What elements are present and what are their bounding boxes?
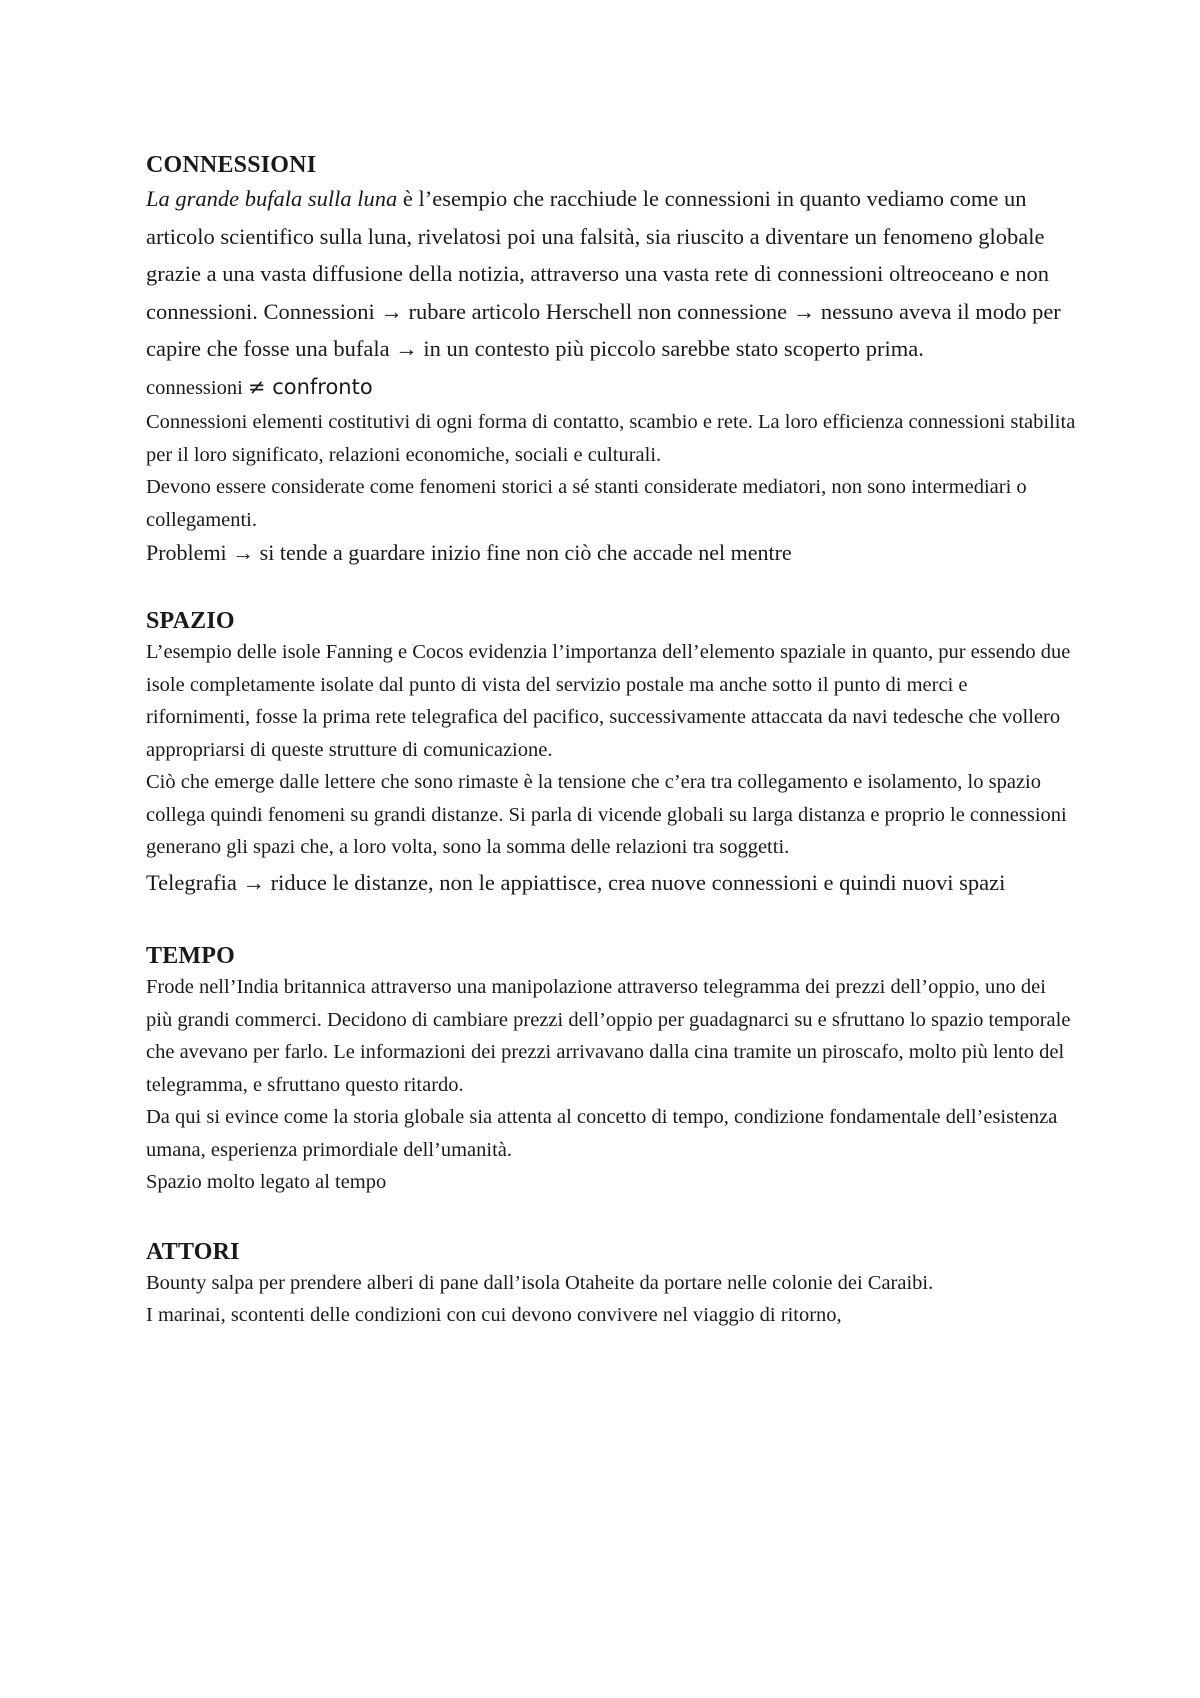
spazio-para2: Ciò che emerge dalle lettere che sono rimaste è la tensione che c’era tra collegamento e isolamento, lo spazio collega quindi fenomeni su grandi distanze. Si parla di vicende globali su larga distanza e proprio le connessioni generano gli spazi che, a loro volta, sono la somma delle relazioni tra soggetti. (146, 771, 1067, 858)
connessioni-intro (146, 180, 1076, 368)
tempo-para1: Frode nell’India britannica attraverso una manipolazione attraverso telegramma dei prezzi dell’oppio, uno dei più grandi commerci. Decidono di cambiare prezzi dell’oppio per guadagnarci su e sfruttano lo spazio temporale che avevano per farlo. Le informazioni dei prezzi arrivavano dalla cina tramite un piroscafo, molto più lento del telegramma, e sfruttano questo ritardo. (146, 976, 1071, 1096)
tempo-para3: Spazio molto legato al tempo (146, 1171, 387, 1193)
section-title-connessioni: CONNESSIONI (146, 152, 317, 178)
section-attori (146, 1237, 1076, 1332)
compare-left: connessioni (146, 376, 248, 399)
section-title-tempo: TEMPO (146, 943, 235, 969)
connessioni-para3: Devono essere considerate come fenomeni storici a sé stanti considerate mediatori, non sono intermediari o collegamenti. (146, 476, 1027, 531)
section-title-spazio: SPAZIO (146, 608, 235, 634)
section-tempo (146, 941, 1076, 1199)
section-spazio (146, 606, 1076, 901)
connessioni-compare (146, 368, 1076, 407)
connessioni-intro-italic: La grande bufala sulla luna (146, 186, 398, 211)
spazio-telegrafia: Telegrafia → riduce le distanze, non le appiattisce, crea nuove connessioni e quindi nuovi spazi (146, 869, 1006, 895)
connessioni-para2: Connessioni elementi costitutivi di ogni forma di contatto, scambio e rete. La loro efficienza connessioni stabilita per il loro significato, relazioni economiche, sociali e culturali. (146, 411, 1076, 466)
attori-para1: Bounty salpa per prendere alberi di pane dall’isola Otaheite da portare nelle colonie dei Caraibi. (146, 1271, 934, 1294)
section-connessioni (146, 150, 1076, 569)
connessioni-problems: Problemi → si tende a guardare inizio fine non ciò che accade nel mentre (146, 540, 792, 565)
document-body (146, 150, 1076, 1332)
connessioni-intro-text: è l’esempio che racchiude le connessioni in quanto vediamo come un articolo scientifico sulla luna, rivelatosi poi una falsità, sia riuscito a diventare un fenomeno globale grazie a una vasta diffusione della notizia, attraverso una vasta rete di connessioni oltreoceano e non connessioni. Connessioni → rubare articolo Herschell non connessione → nessuno aveva il modo per capire che fosse una bufala → in un contesto più piccolo sarebbe stato scoperto prima. (146, 186, 1061, 361)
attori-para2: I marinai, scontenti delle condizioni con cui devono convivere nel viaggio di ritorno, (146, 1304, 842, 1326)
spazio-para1: L’esempio delle isole Fanning e Cocos evidenzia l’importanza dell’elemento spaziale in quanto, pur essendo due isole completamente isolate dal punto di vista del servizio postale ma anche sotto il punto di merci e rifornimenti, fosse la prima rete telegrafica del pacifico, successivamente attaccata da navi tedesche che vollero appropriarsi di queste strutture di comunicazione. (146, 641, 1071, 761)
compare-right: ≠ confronto (247, 374, 373, 399)
section-title-attori: ATTORI (146, 1238, 240, 1265)
tempo-para2: Da qui si evince come la storia globale sia attenta al concetto di tempo, condizione fondamentale dell’esistenza umana, esperienza primordiale dell’umanità. (146, 1106, 1058, 1161)
